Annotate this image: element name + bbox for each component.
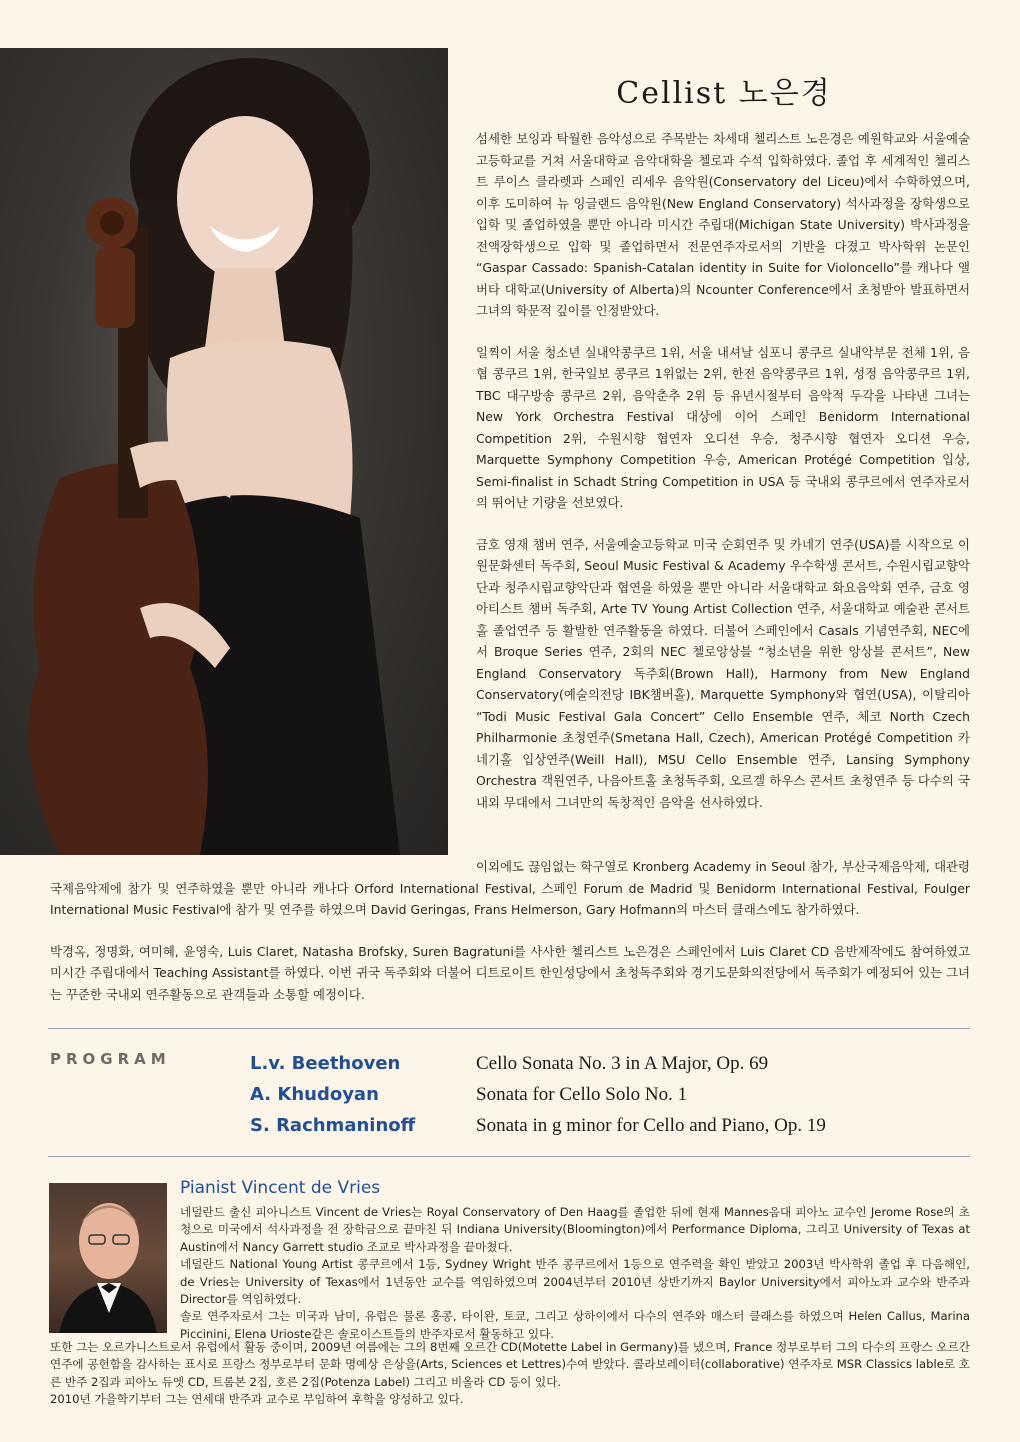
composer: A. Khudoyan	[250, 1084, 379, 1105]
bio-paragraph: 섬세한 보잉과 탁월한 음악성으로 주목받는 차세대 첼리스트 노은경은 예원학교와 서울예술고등학교를 거쳐 서울대학교 음악대학을 첼로과 수석 입학하였다. 졸업 후 세계적인 첼리스트 루이스 클라렛과 스페인 리세우 음악원(Conservatory del Liceu)에서 수학하였으며, 이후 도미하여 뉴 잉글랜드 음악원(New England Conservatory) 석사과정을 장학생으로 입학 및 졸업하였을 뿐만 아니라 미시간 주립대(Michigan State University) 박사과정을 전액장학생으로 입학 및 졸업하면서 전문연주자로서의 기반을 다졌고 박사학위 논문인 “Gaspar Cassado: Spanish-Catalan identity in Suite for Violoncello”를 캐나다 앨버타 대학교(University of Alberta)의 Ncounter Conference에서 초청받아 발표하면서 그녀의 학문적 깊이를 인정받았다.	[476, 131, 970, 318]
work-title: Sonata in g minor for Cello and Piano, Op. 19	[476, 1114, 826, 1136]
bio-paragraph: 박경옥, 정명화, 여미혜, 윤영숙, Luis Claret, Natasha Brofsky, Suren Bagratuni를 사사한 첼리스트 노은경은 스페인에서 Luis Claret CD 음반제작에도 참여하였고 미시간 주립대에서 Teaching Assistant를 하였다. 이번 귀국 독주회와 더불어 디트로이트 한인성당에서 초청독주회와 경기도문화의전당에서 독주회가 예정되어 있는 그녀는 꾸준한 국내외 연주활동으로 관객들과 소통할 예정이다.	[50, 943, 971, 1002]
program-item	[250, 1110, 970, 1141]
pianist-role: Pianist	[180, 1178, 242, 1198]
work-title: Cello Sonata No. 3 in A Major, Op. 69	[476, 1052, 769, 1074]
bio-paragraph: 이외에도 끊임없는 학구열로 Kronberg Academy in Seoul 참가, 부산국제음악제, 대관령국제음악제에 참가 및 연주하였을 뿐만 아니라 캐나다 Orford International Festival, 스페인 Forum de Madrid 및 Benidorm International Festival, Foulger International Music Festival에 참가 및 연주를 하였으며 David Geringas, Frans Helmerson, Gary Hofmann의 마스터 클래스에도 참가하였다.	[50, 859, 970, 917]
pianist-bio	[180, 1204, 970, 1343]
composer: S. Rachmaninoff	[250, 1115, 416, 1136]
composer: L.v. Beethoven	[250, 1053, 401, 1074]
pianist-photo	[49, 1183, 167, 1333]
cellist-photo	[0, 48, 448, 855]
divider-bottom	[48, 1156, 970, 1157]
pianist-bio-paragraph: 솔로 연주자로서 그는 미국과 남미, 유럽은 물론 홍콩, 타이완, 토쿄, 그리고 상하이에서 다수의 연주와 매스터 클래스를 하였으며 Helen Callus, Marina Piccinini, Elena Urioste같은 솔로이스트들의 반주자로서 활동하고 있다.	[180, 1309, 970, 1341]
bio-paragraph: 금호 영재 챔버 연주, 서울예술고등학교 미국 순회연주 및 카네기 연주(USA)를 시작으로 이원문화센터 독주회, Seoul Music Festival & Academy 우수학생 콘서트, 수원시립교향악단과 청주시립교향악단과 협연을 하였을 뿐만 아니라 서울대학교 화요음악회 연주, 금호 영 아티스트 챔버 독주회, Arte TV Young Artist Collection 연주, 서울대학교 예술관 콘서트홀 졸업연주 등 활발한 연주활동을 하였다. 더불어 스페인에서 Casals 기념연주회, NEC에서 Broque Series 연주, 2회의 NEC 첼로앙상블 “청소년을 위한 앙상블 콘서트”, New England Conservatory 독주회(Brown Hall), Harmony from New England Conservatory(예술의전당 IBK챔버홀), Marquette Symphony와 협연(USA), 이탈리아 “Todi Music Festival Gala Concert” Cello Ensemble 연주, 체코 North Czech Philharmonie 초청연주(Smetana Hall, Czech), American Protégé Competition 카네기홀 입상연주(Weill Hall), MSU Cello Ensemble 연주, Lansing Symphony Orchestra 객원연주, 나음아트홀 초청독주회, 오르겔 하우스 콘서트 초청연주 등 다수의 국내외 무대에서 그녀만의 독창적인 음악을 선사하였다.	[476, 536, 970, 810]
pianist-bio-paragraph: 네덜란드 National Young Artist 콩쿠르에서 1등, Sydney Wright 반주 콩쿠르에서 1등으로 연주력을 확인 받았고 2003년 박사학위 졸업 후 다음해인, de Vries는 University of Texas에서 1년동안 교수를 역임하였으며 2004년부터 2010년 상반기까지 Baylor University에서 피아노과 교수와 반주과 Director를 역임하였다.	[180, 1257, 970, 1307]
program-list	[250, 1048, 970, 1141]
page-title: Cellist 노은경	[616, 76, 832, 111]
cellist-photo-illustration	[0, 48, 448, 855]
work-title: Sonata for Cello Solo No. 1	[476, 1083, 688, 1105]
divider-top	[48, 1028, 970, 1029]
pianist-bio-continued	[50, 1339, 970, 1409]
program-item	[250, 1079, 970, 1110]
bio-paragraph: 일찍이 서울 청소년 실내악콩쿠르 1위, 서울 내셔날 심포니 콩쿠르 실내악부문 전체 1위, 음협 콩쿠르 1위, 한국일보 콩쿠르 1위없는 2위, 한전 음악콩쿠르 1위, 성정 음악콩쿠르 1위, TBC 대구방송 콩쿠르 2위, 음악춘추 2위 등 유년시절부터 음악적 두각을 나타낸 그녀는 New York Orchestra Festival 대상에 이어 스페인 Benidorm International Competition 2위, 수원시향 협연자 오디션 우승, 청주시향 협연자 오디션 우승, Marquette Symphony Competition 우승, American Protégé Competition 입상, Semi-finalist in Schadt String Competition in USA 등 국내외 콩쿠르에서 연주자로서의 뛰어난 기량을 선보였다.	[476, 344, 970, 510]
program-item	[250, 1048, 970, 1079]
pianist-bio-paragraph: 2010년 가을학기부터 그는 연세대 반주과 교수로 부임하여 후학을 양성하고 있다.	[50, 1392, 464, 1407]
pianist-bio-paragraph: 네덜란드 출신 피아니스트 Vincent de Vries는 Royal Conservatory of Den Haag를 졸업한 뒤에 현재 Mannes음대 피아노 교수인 Jerome Rose의 초청으로 미국에서 석사과정을 전 장학금으로 끝마친 뒤 Indiana University(Bloomington)에서 Performance Diploma, 그리고 University of Texas at Austin에서 Nancy Garrett studio 조교로 박사과정을 끝마쳤다.	[180, 1205, 970, 1254]
pianist-bio-paragraph: 또한 그는 오르가니스트로서 유럽에서 활동 중이며, 2009년 여름에는 그의 8번째 오르간 CD(Motette Label in Germany)를 냈으며, France 정부로부터 그의 다수의 프랑스 오르간 연주에 공헌함을 감사하는 표시로 프랑스 정부로부터 문화 명예상 은상을(Arts, Sciences et Lettres)수여 받았다. 콜라보레이터(collaborative) 연주자로 MSR Classics lable로 호른 반주 2집과 피아노 듀엣 CD, 트롬본 2집, 호른 2집(Potenza Label) 그리고 비올라 CD 등이 있다.	[50, 1340, 970, 1389]
pianist-heading	[180, 1178, 380, 1198]
pianist-photo-illustration	[49, 1183, 167, 1333]
cellist-bio-continued	[50, 856, 970, 1025]
pianist-name: Vincent de Vries	[241, 1178, 381, 1198]
cellist-bio	[476, 128, 970, 833]
program-label: PROGRAM	[50, 1050, 171, 1068]
